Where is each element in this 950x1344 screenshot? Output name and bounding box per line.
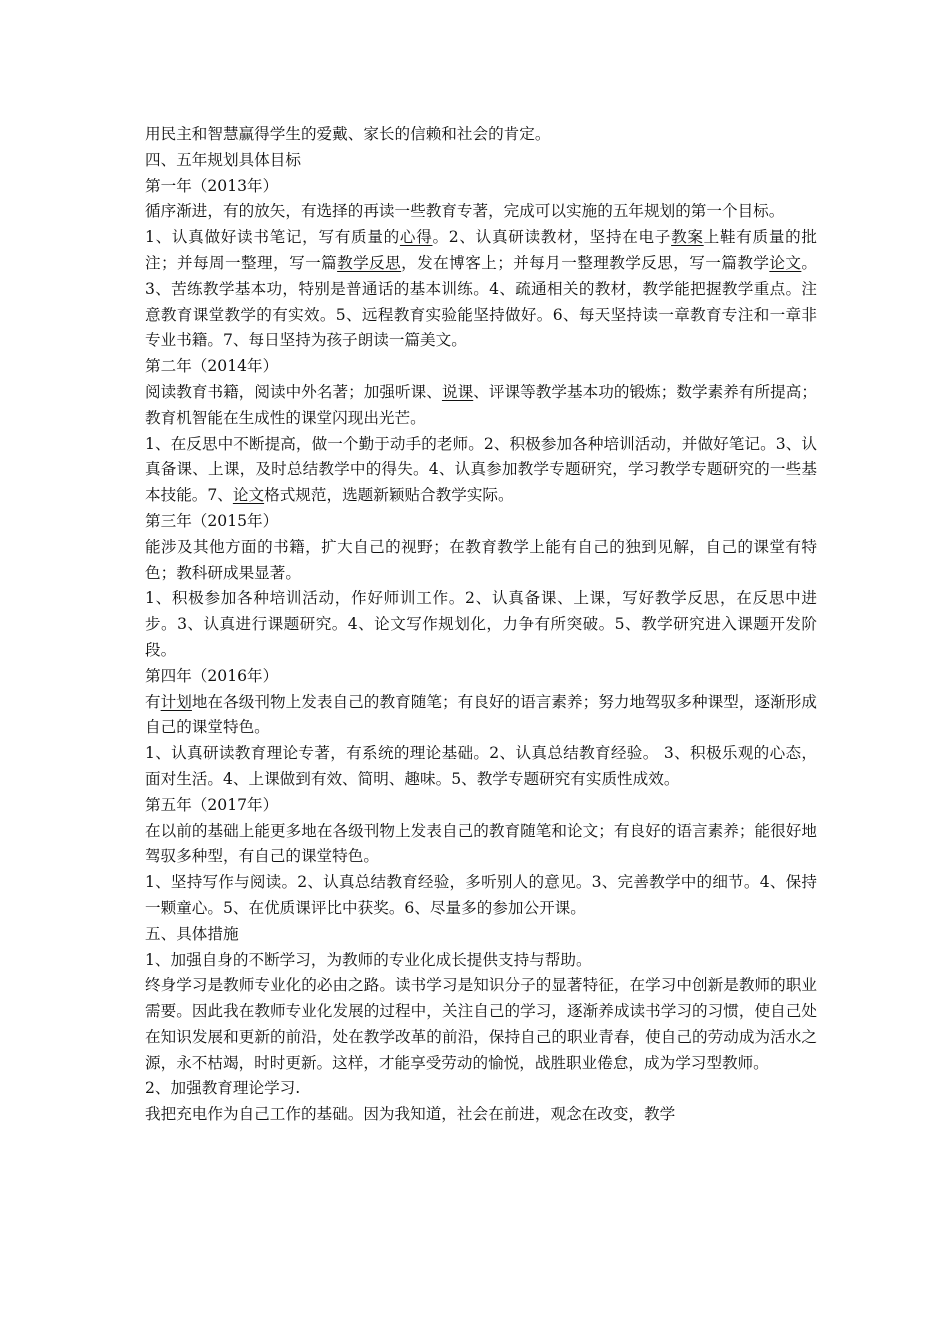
text-run: 地在各级刊物上发表自己的教育随笔；有良好的语言素养；努力地驾驭多种课型，逐渐形成自己的课堂特色。: [145, 692, 817, 737]
year-4-summary: [145, 690, 817, 742]
intro-closing-line: 用民主和智慧赢得学生的爱戴、家长的信赖和社会的肯定。: [145, 125, 551, 143]
link-jiaoan[interactable]: 教案: [671, 228, 704, 247]
year-3-tasks: 1、积极参加各种培训活动，作好师训工作。2、认真备课、上课，写好教学反思，在反思中进步。3、认真进行课题研究。4、论文写作规划化，力争有所突破。5、教学研究进入课题开发阶段。: [145, 589, 817, 659]
year-5-heading: 第五年（2017年）: [145, 795, 279, 814]
year-2-summary: [145, 380, 817, 432]
link-jihua[interactable]: 计划: [160, 692, 192, 711]
year-5-summary: 在以前的基础上能更多地在各级刊物上发表自己的教育随笔和论文；有良好的语言素养；能很好地驾驭多种型，有自己的课堂特色。: [145, 821, 817, 866]
text-run: 阅读教育书籍，阅读中外名著；加强听课、: [145, 382, 442, 401]
measure-2-body: 我把充电作为自己工作的基础。因为我知道，社会在前进，观念在改变，教学: [145, 1105, 676, 1124]
year-1-summary: 循序渐进，有的放矢，有选择的再读一些教育专著，完成可以实施的五年规划的第一个目标。: [145, 202, 785, 221]
measure-1-heading: 1、加强自身的不断学习，为教师的专业化成长提供支持与帮助。: [145, 950, 592, 969]
link-lunwen[interactable]: 论文: [769, 253, 802, 272]
year-1-tasks: [145, 225, 817, 354]
year-1-heading: 第一年（2013年）: [145, 176, 279, 195]
text-run: 1、认真做好读书笔记，写有质量的: [145, 228, 400, 247]
link-shuoke[interactable]: 说课: [441, 382, 474, 401]
text-run: 格式规范，选题新颖贴合教学实际。: [264, 486, 514, 505]
year-2-tasks: [145, 432, 817, 509]
text-run: 有: [145, 692, 161, 711]
year-5-tasks: 1、坚持写作与阅读。2、认真总结教育经验，多听别人的意见。3、完善教学中的细节。4、保持一颗童心。5、在优质课评比中获奖。6、尽量多的参加公开课。: [145, 873, 817, 917]
text-run: 、评课等教学基本功的锻炼；数学素养有所提高；教育机智能在生成性的课堂闪现出光芒。: [145, 382, 817, 427]
text-run: ，发在博客上；并每月一整理教学反思，写一篇教学: [401, 253, 770, 272]
section-heading-goals: 四、五年规划具体目标: [145, 150, 301, 169]
year-4-tasks: 1、认真研读教育理论专著，有系统的理论基础。2、认真总结教育经验。 3、积极乐观的心态，面对生活。4、上课做到有效、简明、趣味。5、教学专题研究有实质性成效。: [145, 744, 817, 788]
section-heading-measures: 五、具体措施: [145, 924, 239, 943]
year-2-heading: 第二年（2014年）: [145, 357, 279, 376]
year-3-heading: 第三年（2015年）: [145, 511, 279, 530]
measure-2-heading: 2、加强教育理论学习.: [145, 1079, 301, 1098]
year-3-summary: 能涉及其他方面的书籍，扩大自己的视野；在教育教学上能有自己的独到见解，自己的课堂有特色；教科研成果显著。: [145, 537, 817, 582]
text-run: 。3、苦练教学基本功，特别是普通话的基本训练。4、疏通相关的教材，教学能把握教学重点。注意教育课堂教学的有实效。5、远程教育实验能坚持做好。6、每天坚持读一章教育专注和一章非专业书籍。7、每日坚持为孩子朗读一篇美文。: [145, 253, 817, 350]
text-run: 1、在反思中不断提高，做一个勤于动手的老师。2、积极参加各种培训活动，并做好笔记。3、认真备课、上课，及时总结教学中的得失。4、认真参加教学专题研究，学习教学专题研究的一些基本技能。7、: [145, 434, 817, 505]
text-run: 。2、认真研读教材，坚持在电子: [432, 228, 672, 247]
link-jiaoxue-fansi[interactable]: 教学反思: [337, 253, 402, 272]
measure-1-body: 终身学习是教师专业化的必由之路。读书学习是知识分子的显著特征，在学习中创新是教师的职业需要。因此我在教师专业化发展的过程中，关注自己的学习，逐渐养成读书学习的习惯，使自己处在知识发展和更新的前沿，处在教学改革的前沿，保持自己的职业青春，使自己的劳动成为活水之源，永不枯竭，时时更新。这样，才能享受劳动的愉悦，战胜职业倦怠，成为学习型教师。: [145, 976, 817, 1072]
text-run: 上鞋有质量的批注；并每周一整理，写一篇: [145, 228, 817, 272]
link-xinde[interactable]: 心得: [399, 228, 433, 247]
link-lunwen-2[interactable]: 论文: [232, 486, 265, 505]
document-body: [145, 122, 817, 1128]
year-4-heading: 第四年（2016年）: [145, 666, 279, 685]
